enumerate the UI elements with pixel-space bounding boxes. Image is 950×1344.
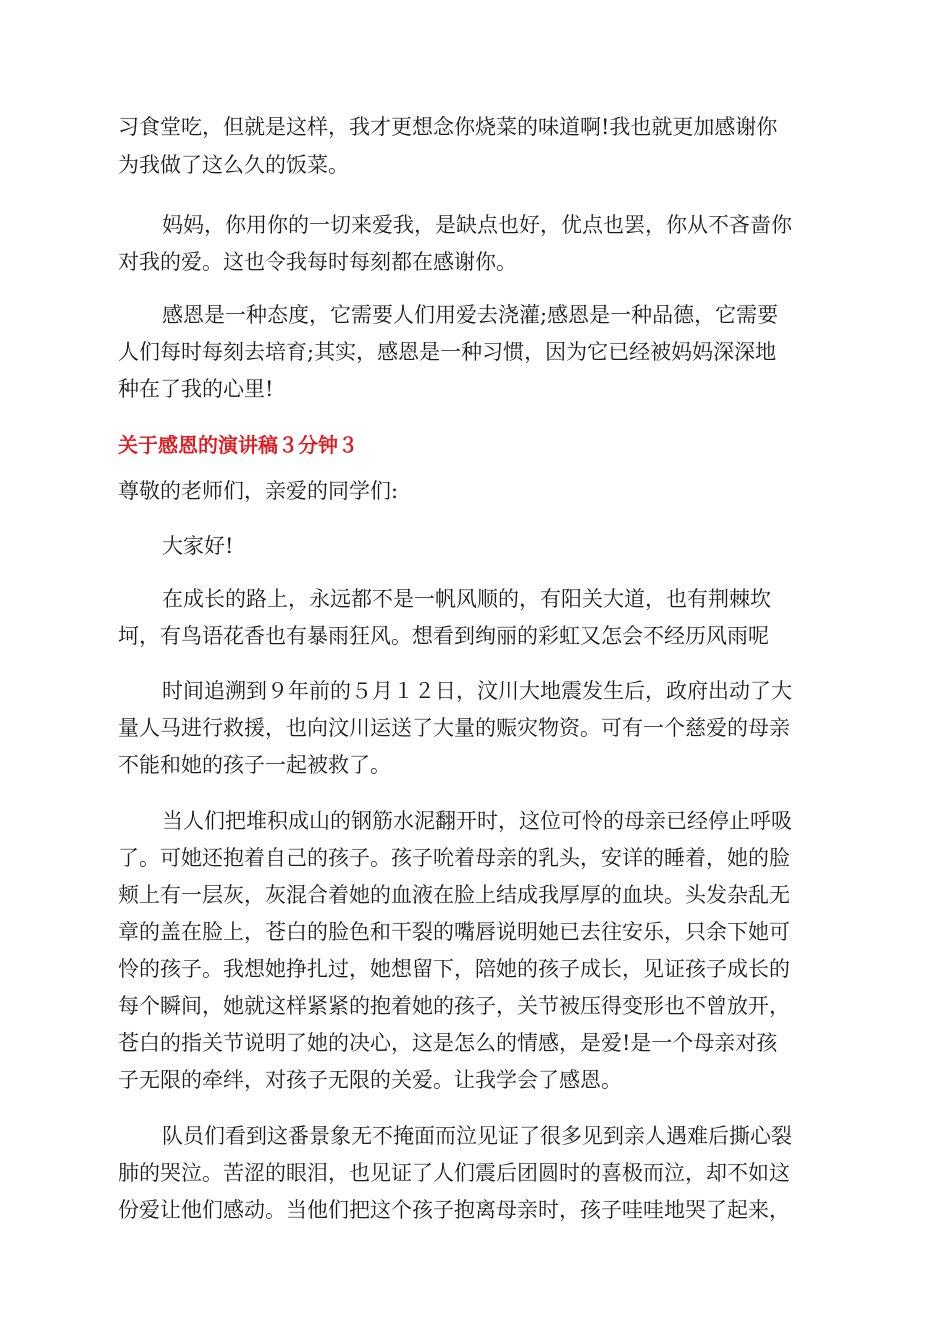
paragraph-6-line-3: 颊上有一层灰，灰混合着她的血液在脸上结成我厚厚的血块。头发杂乱无: [118, 883, 790, 907]
paragraph-6-line-8: 子无限的牵绊，对孩子无限的关爱。让我学会了感恩。: [118, 1068, 622, 1092]
paragraph-1-line-2: 为我做了这么久的饭菜。: [118, 153, 349, 177]
paragraph-6-line-2: 了。可她还抱着自己的孩子。孩子吮着母亲的乳头，安详的睡着，她的脸: [118, 846, 790, 870]
paragraph-6-line-7: 苍白的指关节说明了她的决心，这是怎么的情感，是爱!是一个母亲对孩: [118, 1031, 778, 1055]
paragraph-5-line-1: 时间追溯到９年前的５月１２日，汶川大地震发生后，政府出动了大: [162, 679, 792, 703]
paragraph-6-line-1: 当人们把堆积成山的钢筋水泥翻开时，这位可怜的母亲已经停止呼吸: [162, 809, 792, 833]
paragraph-2-line-2: 对我的爱。这也令我每时每刻都在感谢你。: [118, 250, 517, 274]
paragraph-1-line-1: 习食堂吃，但就是这样，我才更想念你烧菜的味道啊!我也就更加感谢你: [118, 115, 778, 139]
greeting: 大家好!: [162, 534, 234, 558]
paragraph-7-line-1: 队员们看到这番景象无不掩面而泣见证了很多见到亲人遇难后撕心裂: [162, 1124, 792, 1148]
paragraph-3-line-1: 感恩是一种态度，它需要人们用爱去浇灌;感恩是一种品德，它需要: [162, 303, 779, 327]
paragraph-6-line-5: 怜的孩子。我想她挣扎过，她想留下，陪她的孩子成长，见证孩子成长的: [118, 957, 790, 981]
salutation: 尊敬的老师们，亲爱的同学们:: [118, 479, 399, 503]
paragraph-3-line-2: 人们每时每刻去培育;其实，感恩是一种习惯，因为它已经被妈妈深深地: [118, 340, 777, 364]
paragraph-7-line-3: 份爱让他们感动。当他们把这个孩子抱离母亲时，孩子哇哇地哭了起来，: [118, 1198, 790, 1222]
paragraph-2-line-1: 妈妈，你用你的一切来爱我，是缺点也好，优点也罢，你从不吝啬你: [162, 213, 792, 237]
paragraph-6-line-6: 每个瞬间，她就这样紧紧的抱着她的孩子，关节被压得变形也不曾放开，: [118, 994, 790, 1018]
paragraph-3-line-3: 种在了我的心里!: [118, 377, 274, 401]
paragraph-4-line-1: 在成长的路上，永远都不是一帆风顺的，有阳关大道，也有荆棘坎: [162, 587, 771, 611]
paragraph-7-line-2: 肺的哭泣。苦涩的眼泪，也见证了人们震后团圆时的喜极而泣，却不如这: [118, 1161, 790, 1185]
paragraph-6-line-4: 章的盖在脸上，苍白的脸色和干裂的嘴唇说明她已去往安乐，只余下她可: [118, 920, 790, 944]
paragraph-4-line-2: 坷，有鸟语花香也有暴雨狂风。想看到绚丽的彩虹又怎会不经历风雨呢: [118, 624, 769, 648]
paragraph-5-line-2: 量人马进行救援，也向汶川运送了大量的赈灾物资。可有一个慈爱的母亲: [118, 716, 790, 740]
paragraph-5-line-3: 不能和她的孩子一起被救了。: [118, 753, 391, 777]
section-heading: 关于感恩的演讲稿３分钟３: [118, 433, 358, 457]
